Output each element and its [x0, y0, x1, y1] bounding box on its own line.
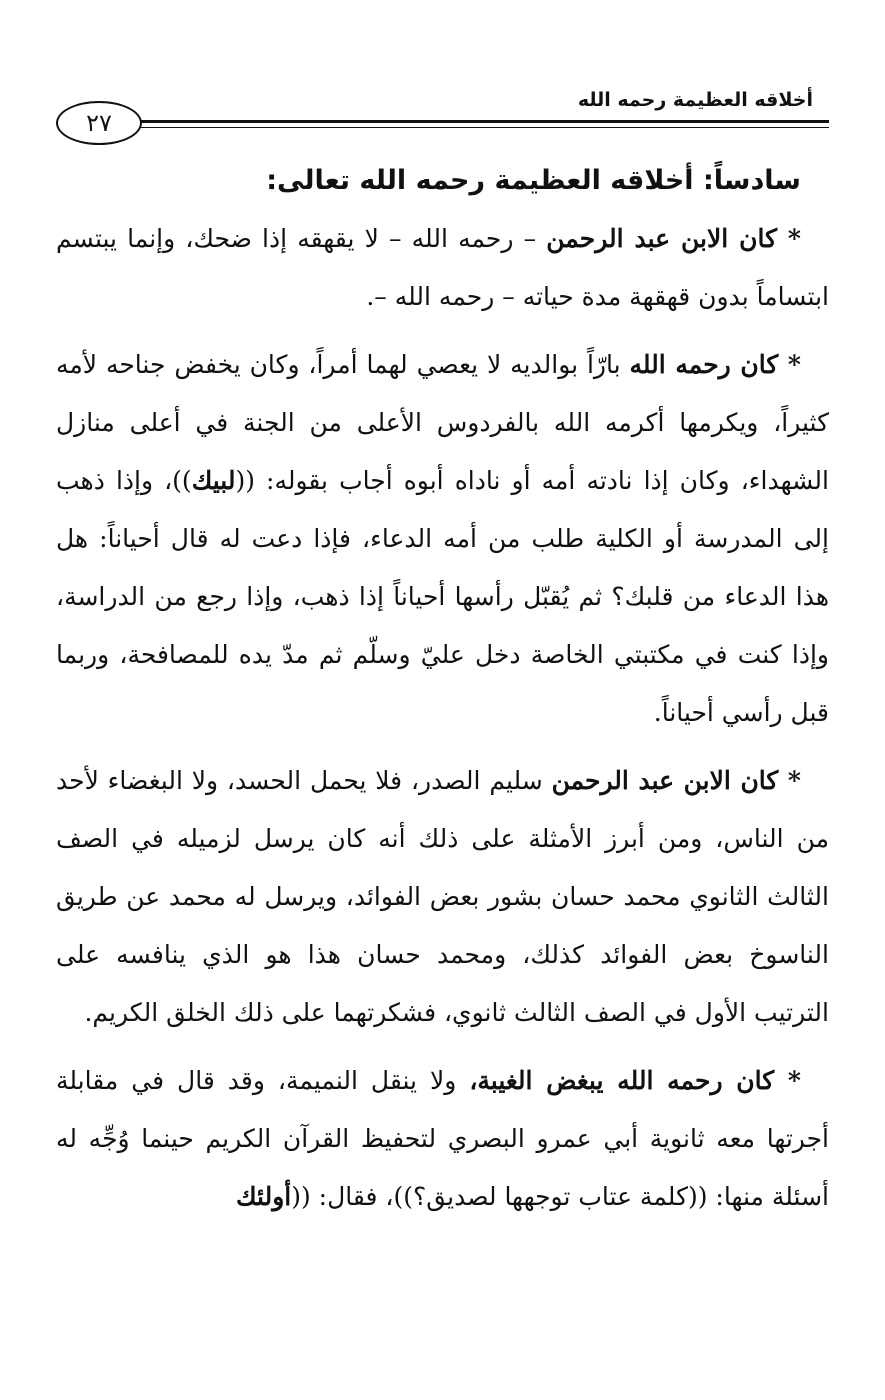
paragraph-text: بارّاً بوالديه لا يعصي لهما أمراً، وكان يخفض جناحه لأمه كثيراً، ويكرمها أكرمه الله بالفردوس الأعلى من الجنة في أعلى منازل الشهداء، وكان إذا نادته أمه أو ناداه أبوه أجاب بقوله: ((	[56, 350, 829, 495]
paragraph-text-continued: ))، وإذا ذهب إلى المدرسة أو الكلية طلب من أمه الدعاء، فإذا دعت له قال أحياناً: هل هذا الدعاء من قلبك؟ ثم يُقبّل رأسها أحياناً إذا ذهب، وإذا رجع من الدراسة، وإذا كنت في مكتبتي الخاصة دخل عليّ وسلّم ثم مدّ يده للمصافحة، وربما قبل رأسي أحياناً.	[56, 466, 829, 727]
body-text	[56, 152, 829, 1226]
running-title: أخلاقه العظيمة رحمه الله	[577, 89, 813, 111]
paragraph-4	[56, 1052, 829, 1226]
header-rule-thick	[138, 120, 829, 123]
paragraph-lead: * كان الابن عبد الرحمن	[551, 766, 801, 795]
emphasized-word: لبيك	[191, 466, 236, 495]
paragraph-text: ولا ينقل النميمة، وقد قال في مقابلة أجرتها معه ثانوية أبي عمرو البصري لتحفيظ القرآن الكريم حينما وُجِّه له أسئلة منها: ((كلمة عتاب توجهها لصديق؟))، فقال: ((	[56, 1066, 829, 1211]
section-title: سادساً: أخلاقه العظيمة رحمه الله تعالى:	[266, 165, 801, 196]
page-number	[56, 101, 142, 145]
paragraph-lead: * كان رحمه الله يبغض الغيبة،	[469, 1066, 801, 1095]
paragraph-3	[56, 752, 829, 1042]
paragraph-lead: * كان الابن عبد الرحمن	[546, 224, 801, 253]
paragraph-text: سليم الصدر، فلا يحمل الحسد، ولا البغضاء لأحد من الناس، ومن أبرز الأمثلة على ذلك أنه كان يرسل لزميله في الصف الثالث الثانوي محمد حسان بشور بعض الفوائد، ويرسل له محمد عن طريق الناسوخ بعض الفوائد كذلك، ومحمد حسان هذا هو الذي ينافسه على الترتيب الأول في الصف الثالث ثانوي، فشكرتهما على ذلك الخلق الكريم.	[56, 766, 829, 1027]
paragraph-text: – رحمه الله – لا يقهقه إذا ضحك، وإنما يبتسم ابتساماً بدون قهقهة مدة حياته – رحمه الله –.	[56, 224, 829, 311]
page-number-text: ٢٧	[86, 109, 112, 137]
paragraph-2	[56, 336, 829, 742]
emphasized-word: أولئك	[235, 1182, 292, 1211]
paragraph-1	[56, 210, 829, 326]
header-rule-thin	[138, 127, 829, 128]
paragraph-lead: * كان رحمه الله	[629, 350, 801, 379]
